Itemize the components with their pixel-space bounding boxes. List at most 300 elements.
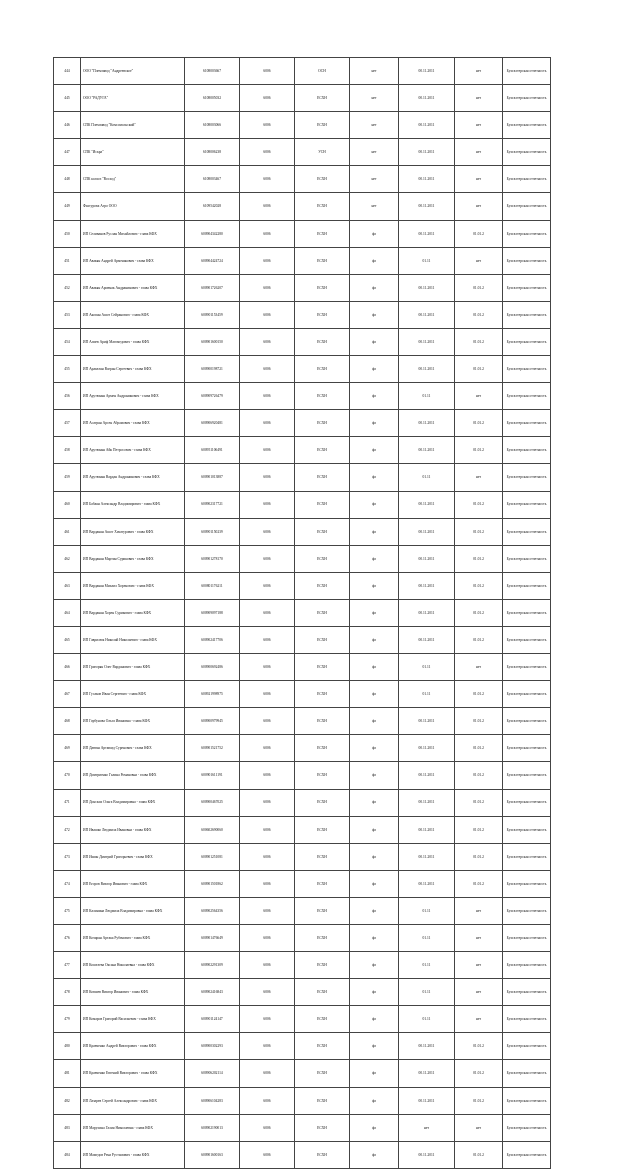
cell-date-from: 00.11.2011 xyxy=(399,112,455,139)
cell-tax-regime: ЕСХН xyxy=(295,545,350,572)
cell-code: 6006 xyxy=(240,1114,295,1141)
cell-report-type: Бухгалтерская отчетность xyxy=(503,410,551,437)
cell-report-type: Бухгалтерская отчетность xyxy=(503,166,551,193)
cell-organization-name: Фахтурова Агро ООО xyxy=(81,193,185,220)
cell-date-to: нет xyxy=(455,952,503,979)
cell-category: фл xyxy=(350,979,399,1006)
cell-date-from: 00.11.2011 xyxy=(399,1033,455,1060)
cell-row-number: 469 xyxy=(54,735,81,762)
cell-row-number: 449 xyxy=(54,193,81,220)
cell-row-number: 460 xyxy=(54,491,81,518)
cell-code: 6006 xyxy=(240,762,295,789)
cell-date-from: 00.11.2011 xyxy=(399,220,455,247)
cell-tax-regime: ЕСХН xyxy=(295,870,350,897)
cell-tax-regime: ЕСХН xyxy=(295,626,350,653)
cell-inn: 600904342280 xyxy=(185,220,240,247)
cell-report-type: Бухгалтерская отчетность xyxy=(503,356,551,383)
cell-tax-regime: ЕСХН xyxy=(295,789,350,816)
table-row xyxy=(54,789,551,816)
cell-code: 6006 xyxy=(240,518,295,545)
cell-date-to: 01.01.2 xyxy=(455,301,503,328)
cell-code: 6006 xyxy=(240,870,295,897)
cell-report-type: Бухгалтерская отчетность xyxy=(503,735,551,762)
cell-date-from: 00.11.2011 xyxy=(399,193,455,220)
cell-inn: 600951106491 xyxy=(185,437,240,464)
cell-date-from: 00.11.2011 xyxy=(399,735,455,762)
cell-organization-name: ИП Донских Ольга Владимировна - глава КФХ xyxy=(81,789,185,816)
cell-row-number: 453 xyxy=(54,301,81,328)
cell-inn: 600901150239 xyxy=(185,518,240,545)
cell-row-number: 482 xyxy=(54,1087,81,1114)
table-row xyxy=(54,356,551,383)
cell-category: нет xyxy=(350,85,399,112)
cell-category: фл xyxy=(350,816,399,843)
cell-report-type: Бухгалтерская отчетность xyxy=(503,816,551,843)
cell-row-number: 471 xyxy=(54,789,81,816)
cell-code: 6006 xyxy=(240,925,295,952)
cell-code: 6006 xyxy=(240,328,295,355)
cell-tax-regime: ЕСХН xyxy=(295,654,350,681)
cell-inn: 600900692486 xyxy=(185,654,240,681)
cell-tax-regime: ОСН xyxy=(295,58,350,85)
cell-date-to: 01.01.2 xyxy=(455,789,503,816)
cell-category: фл xyxy=(350,870,399,897)
table-row xyxy=(54,626,551,653)
cell-inn: 600902417706 xyxy=(185,626,240,653)
cell-tax-regime: ЕСХН xyxy=(295,193,350,220)
table-row xyxy=(54,410,551,437)
cell-code: 6006 xyxy=(240,437,295,464)
cell-inn: 600906202114 xyxy=(185,1060,240,1087)
table-row xyxy=(54,518,551,545)
cell-category: фл xyxy=(350,518,399,545)
cell-date-to: нет xyxy=(455,139,503,166)
cell-tax-regime: ЕСХН xyxy=(295,328,350,355)
cell-date-to: 01.01.2 xyxy=(455,328,503,355)
cell-inn: 600602690060 xyxy=(185,816,240,843)
cell-date-from: 00.11.2011 xyxy=(399,1060,455,1087)
cell-organization-name: ИП Мамедов Рена Рустамович - глава КФХ xyxy=(81,1141,185,1168)
cell-code: 6006 xyxy=(240,220,295,247)
table-row xyxy=(54,166,551,193)
table-row xyxy=(54,464,551,491)
cell-tax-regime: ЕСХН xyxy=(295,681,350,708)
cell-inn: 600902317721 xyxy=(185,491,240,518)
cell-inn: 600901153459 xyxy=(185,301,240,328)
cell-organization-name: ИП Горбунова Ольга Ивановна - глава КФХ xyxy=(81,708,185,735)
cell-code: 6006 xyxy=(240,735,295,762)
cell-tax-regime: ЕСХН xyxy=(295,572,350,599)
cell-tax-regime: ЕСХН xyxy=(295,247,350,274)
cell-category: фл xyxy=(350,572,399,599)
table-row xyxy=(54,112,551,139)
cell-category: фл xyxy=(350,247,399,274)
cell-date-from: 01.11 xyxy=(399,654,455,681)
cell-organization-name: ИП Кравченко Андрей Викторович - глава КФХ xyxy=(81,1033,185,1060)
table-row xyxy=(54,654,551,681)
cell-category: фл xyxy=(350,789,399,816)
cell-date-from: 00.11.2011 xyxy=(399,870,455,897)
cell-report-type: Бухгалтерская отчетность xyxy=(503,1006,551,1033)
cell-date-to: нет xyxy=(455,193,503,220)
cell-report-type: Бухгалтерская отчетность xyxy=(503,572,551,599)
cell-row-number: 475 xyxy=(54,897,81,924)
cell-inn: 600900302293 xyxy=(185,1033,240,1060)
cell-date-to: 01.01.2 xyxy=(455,356,503,383)
cell-organization-name: ИП Лазарев Сергей Александрович - глава КФХ xyxy=(81,1087,185,1114)
cell-category: фл xyxy=(350,1006,399,1033)
cell-row-number: 456 xyxy=(54,383,81,410)
cell-date-from: 00.11.2011 xyxy=(399,166,455,193)
cell-date-from: 00.11.2011 xyxy=(399,708,455,735)
cell-inn: 600900979945 xyxy=(185,708,240,735)
cell-inn: 600900198721 xyxy=(185,356,240,383)
cell-category: нет xyxy=(350,58,399,85)
cell-category: нет xyxy=(350,193,399,220)
cell-organization-name: ИП Давтян Артавазд Суренович - глава КФХ xyxy=(81,735,185,762)
cell-report-type: Бухгалтерская отчетность xyxy=(503,328,551,355)
cell-report-type: Бухгалтерская отчетность xyxy=(503,1087,551,1114)
cell-code: 6006 xyxy=(240,979,295,1006)
cell-date-from: 00.11.2011 xyxy=(399,816,455,843)
cell-category: нет xyxy=(350,112,399,139)
cell-date-from: 01.11 xyxy=(399,952,455,979)
table-row xyxy=(54,301,551,328)
cell-row-number: 458 xyxy=(54,437,81,464)
cell-tax-regime: ЕСХН xyxy=(295,1114,350,1141)
table-row xyxy=(54,1141,551,1168)
cell-inn: 6108003066 xyxy=(185,112,240,139)
cell-organization-name: ИП Варданян Михаил Хоренович - глава КФХ xyxy=(81,572,185,599)
cell-organization-name: ИП Асатрян Арсен Абрамович - глава КФХ xyxy=(81,410,185,437)
cell-report-type: Бухгалтерская отчетность xyxy=(503,789,551,816)
table-row xyxy=(54,58,551,85)
cell-tax-regime: ЕСХН xyxy=(295,166,350,193)
cell-date-to: 01.01.2 xyxy=(455,870,503,897)
cell-date-to: нет xyxy=(455,979,503,1006)
cell-date-from: 00.11.2011 xyxy=(399,626,455,653)
cell-date-to: 01.01.2 xyxy=(455,220,503,247)
cell-code: 6006 xyxy=(240,356,295,383)
table-row xyxy=(54,139,551,166)
cell-organization-name: ИП Акопян Ашот Сейранович - глава КФХ xyxy=(81,301,185,328)
table-row xyxy=(54,816,551,843)
cell-code: 6006 xyxy=(240,843,295,870)
cell-organization-name: ИП Марухина Галия Николаевна - глава КФХ xyxy=(81,1114,185,1141)
cell-code: 6006 xyxy=(240,58,295,85)
cell-tax-regime: ЕСХН xyxy=(295,1060,350,1087)
cell-organization-name: ИП Варданян Мартин Сурикович - глава КФХ xyxy=(81,545,185,572)
cell-report-type: Бухгалтерская отчетность xyxy=(503,112,551,139)
table-row xyxy=(54,1060,551,1087)
table-row xyxy=(54,85,551,112)
cell-date-to: 01.01.2 xyxy=(455,274,503,301)
cell-report-type: Бухгалтерская отчетность xyxy=(503,220,551,247)
cell-row-number: 478 xyxy=(54,979,81,1006)
table-row xyxy=(54,1114,551,1141)
cell-inn: 600901476649 xyxy=(185,925,240,952)
cell-tax-regime: ЕСХН xyxy=(295,925,350,952)
cell-report-type: Бухгалтерская отчетность xyxy=(503,1033,551,1060)
cell-code: 6006 xyxy=(240,1087,295,1114)
cell-row-number: 459 xyxy=(54,464,81,491)
cell-report-type: Бухгалтерская отчетность xyxy=(503,58,551,85)
cell-code: 6006 xyxy=(240,383,295,410)
cell-code: 6006 xyxy=(240,952,295,979)
cell-report-type: Бухгалтерская отчетность xyxy=(503,301,551,328)
table-row xyxy=(54,328,551,355)
cell-code: 6006 xyxy=(240,1006,295,1033)
cell-date-from: 00.11.2011 xyxy=(399,328,455,355)
cell-row-number: 467 xyxy=(54,681,81,708)
cell-organization-name: ИП Ковшев Виктор Иванович - глава КФХ xyxy=(81,979,185,1006)
cell-report-type: Бухгалтерская отчетность xyxy=(503,626,551,653)
cell-date-from: 01.11 xyxy=(399,979,455,1006)
cell-report-type: Бухгалтерская отчетность xyxy=(503,383,551,410)
cell-date-to: нет xyxy=(455,1114,503,1141)
cell-tax-regime: ЕСХН xyxy=(295,599,350,626)
cell-code: 6006 xyxy=(240,681,295,708)
cell-date-from: 00.11.2011 xyxy=(399,410,455,437)
cell-report-type: Бухгалтерская отчетность xyxy=(503,1141,551,1168)
cell-report-type: Бухгалтерская отчетность xyxy=(503,518,551,545)
cell-date-to: 01.01.2 xyxy=(455,545,503,572)
cell-tax-regime: ЕСХН xyxy=(295,1033,350,1060)
cell-date-to: 01.01.2 xyxy=(455,1060,503,1087)
cell-organization-name: ИП Авакян Арменак Андраникович - глава КФХ xyxy=(81,274,185,301)
cell-tax-regime: ЕСХН xyxy=(295,843,350,870)
cell-inn: 600901726207 xyxy=(185,274,240,301)
cell-date-to: нет xyxy=(455,1006,503,1033)
cell-report-type: Бухгалтерская отчетность xyxy=(503,464,551,491)
table-row xyxy=(54,925,551,952)
cell-row-number: 473 xyxy=(54,843,81,870)
cell-inn: 6108003667 xyxy=(185,58,240,85)
cell-inn: 600902190013 xyxy=(185,1114,240,1141)
cell-report-type: Бухгалтерская отчетность xyxy=(503,870,551,897)
cell-organization-name: ИП Авакян Андрей Арменакович - глава КФХ xyxy=(81,247,185,274)
cell-inn: 6108003467 xyxy=(185,166,240,193)
table-row xyxy=(54,572,551,599)
table-row xyxy=(54,843,551,870)
cell-code: 6006 xyxy=(240,654,295,681)
cell-tax-regime: ЕСХН xyxy=(295,816,350,843)
cell-report-type: Бухгалтерская отчетность xyxy=(503,437,551,464)
cell-report-type: Бухгалтерская отчетность xyxy=(503,708,551,735)
cell-date-to: нет xyxy=(455,247,503,274)
cell-tax-regime: ЕСХН xyxy=(295,1087,350,1114)
cell-organization-name: ИП Арутюнян Айк Петросович - глава КФХ xyxy=(81,437,185,464)
cell-organization-name: ООО "Племзавод "Андреевское" xyxy=(81,58,185,85)
cell-date-to: 01.01.2 xyxy=(455,1033,503,1060)
cell-date-to: нет xyxy=(455,925,503,952)
cell-organization-name: ИП Кочарян Артака Рубенович - глава КФХ xyxy=(81,925,185,952)
cell-category: фл xyxy=(350,654,399,681)
cell-organization-name: ИП Гаврилюк Николай Николаевич - глава КФХ xyxy=(81,626,185,653)
cell-date-from: 00.11.2011 xyxy=(399,301,455,328)
cell-row-number: 455 xyxy=(54,356,81,383)
cell-report-type: Бухгалтерская отчетность xyxy=(503,1060,551,1087)
cell-date-to: 01.01.2 xyxy=(455,735,503,762)
cell-date-from: 00.11.2011 xyxy=(399,491,455,518)
cell-inn: 600901251081 xyxy=(185,843,240,870)
table-row xyxy=(54,952,551,979)
cell-code: 6006 xyxy=(240,274,295,301)
cell-category: фл xyxy=(350,437,399,464)
cell-row-number: 468 xyxy=(54,708,81,735)
cell-date-from: 00.11.2011 xyxy=(399,356,455,383)
cell-date-to: 01.01.2 xyxy=(455,762,503,789)
cell-category: фл xyxy=(350,681,399,708)
cell-inn: 600902416843 xyxy=(185,979,240,1006)
cell-report-type: Бухгалтерская отчетность xyxy=(503,274,551,301)
cell-organization-name: ИП Дмитриенко Галина Романовна - глава КФХ xyxy=(81,762,185,789)
cell-code: 6006 xyxy=(240,193,295,220)
cell-tax-regime: ЕСХН xyxy=(295,383,350,410)
cell-category: фл xyxy=(350,925,399,952)
cell-inn: 6108005032 xyxy=(185,85,240,112)
table-row xyxy=(54,870,551,897)
cell-report-type: Бухгалтерская отчетность xyxy=(503,952,551,979)
table-row xyxy=(54,545,551,572)
cell-organization-name: СПК Племзавод "Комсомольский" xyxy=(81,112,185,139)
cell-date-to: 01.01.2 xyxy=(455,843,503,870)
cell-date-to: нет xyxy=(455,464,503,491)
cell-code: 6006 xyxy=(240,1033,295,1060)
cell-category: фл xyxy=(350,220,399,247)
table-row xyxy=(54,897,551,924)
cell-organization-name: ИП Алиев Ариф Магомедович - глава КФХ xyxy=(81,328,185,355)
cell-code: 6006 xyxy=(240,897,295,924)
cell-date-from: 00.11.2011 xyxy=(399,762,455,789)
table-row xyxy=(54,491,551,518)
cell-date-from: 01.11 xyxy=(399,897,455,924)
cell-date-to: нет xyxy=(455,85,503,112)
cell-date-from: 00.11.2011 xyxy=(399,1141,455,1168)
cell-report-type: Бухгалтерская отчетность xyxy=(503,139,551,166)
cell-date-to: нет xyxy=(455,654,503,681)
cell-organization-name: ИП Кошелева Оксана Николаевна - глава КФХ xyxy=(81,952,185,979)
cell-date-from: 01.11 xyxy=(399,681,455,708)
cell-inn: 600801176211 xyxy=(185,572,240,599)
cell-row-number: 464 xyxy=(54,599,81,626)
cell-report-type: Бухгалтерская отчетность xyxy=(503,762,551,789)
cell-date-to: 01.01.2 xyxy=(455,708,503,735)
cell-inn: 600921998975 xyxy=(185,681,240,708)
cell-date-from: 00.11.2011 xyxy=(399,843,455,870)
cell-category: фл xyxy=(350,626,399,653)
cell-code: 6006 xyxy=(240,1060,295,1087)
cell-date-from: 01.11 xyxy=(399,925,455,952)
cell-category: фл xyxy=(350,383,399,410)
cell-row-number: 457 xyxy=(54,410,81,437)
cell-category: фл xyxy=(350,1114,399,1141)
cell-report-type: Бухгалтерская отчетность xyxy=(503,1114,551,1141)
cell-category: фл xyxy=(350,356,399,383)
cell-date-from: 00.11.2011 xyxy=(399,1087,455,1114)
cell-row-number: 451 xyxy=(54,247,81,274)
cell-row-number: 445 xyxy=(54,85,81,112)
cell-date-to: 01.01.2 xyxy=(455,816,503,843)
cell-row-number: 454 xyxy=(54,328,81,355)
cell-category: фл xyxy=(350,762,399,789)
cell-row-number: 474 xyxy=(54,870,81,897)
cell-inn: 600901013887 xyxy=(185,464,240,491)
cell-row-number: 466 xyxy=(54,654,81,681)
cell-category: фл xyxy=(350,1033,399,1060)
cell-date-from: 00.11.2011 xyxy=(399,518,455,545)
cell-row-number: 479 xyxy=(54,1006,81,1033)
cell-date-from: 00.11.2011 xyxy=(399,85,455,112)
cell-code: 6006 xyxy=(240,112,295,139)
cell-tax-regime: ЕСХН xyxy=(295,85,350,112)
cell-code: 6006 xyxy=(240,545,295,572)
cell-date-to: 01.01.2 xyxy=(455,572,503,599)
cell-row-number: 476 xyxy=(54,925,81,952)
cell-organization-name: ИП Арутюнян Вардан Андраникович - глава КФХ xyxy=(81,464,185,491)
cell-row-number: 446 xyxy=(54,112,81,139)
table-row xyxy=(54,1033,551,1060)
cell-category: нет xyxy=(350,166,399,193)
cell-row-number: 448 xyxy=(54,166,81,193)
cell-organization-name: ИП Ишин Дмитрий Григорьевич - глава КФХ xyxy=(81,843,185,870)
cell-date-to: нет xyxy=(455,166,503,193)
cell-report-type: Бухгалтерская отчетность xyxy=(503,599,551,626)
cell-inn: 6109542028 xyxy=(185,193,240,220)
cell-code: 6006 xyxy=(240,1141,295,1168)
table-row xyxy=(54,274,551,301)
cell-organization-name: ИП Бабаян Александр Владимирович - глава КФХ xyxy=(81,491,185,518)
cell-category: фл xyxy=(350,952,399,979)
cell-inn: 600906920481 xyxy=(185,410,240,437)
cell-organization-name: ИП Калинина Людмила Владимировна - глава КФХ xyxy=(81,897,185,924)
cell-row-number: 484 xyxy=(54,1141,81,1168)
cell-date-from: 01.11 xyxy=(399,1006,455,1033)
table-row xyxy=(54,708,551,735)
cell-code: 6006 xyxy=(240,572,295,599)
cell-inn: 600902291309 xyxy=(185,952,240,979)
cell-inn: 600901501862 xyxy=(185,870,240,897)
cell-category: фл xyxy=(350,545,399,572)
cell-organization-name: ИП Варданян Хорен Сурикович - глава КФХ xyxy=(81,599,185,626)
cell-tax-regime: ЕСХН xyxy=(295,762,350,789)
cell-date-from: 01.11 xyxy=(399,383,455,410)
cell-tax-regime: ЕСХН xyxy=(295,112,350,139)
table-row xyxy=(54,437,551,464)
cell-row-number: 465 xyxy=(54,626,81,653)
cell-code: 6006 xyxy=(240,708,295,735)
cell-code: 6006 xyxy=(240,464,295,491)
table-row xyxy=(54,735,551,762)
cell-report-type: Бухгалтерская отчетность xyxy=(503,843,551,870)
cell-date-to: 01.01.2 xyxy=(455,626,503,653)
cell-tax-regime: ЕСХН xyxy=(295,897,350,924)
cell-inn: 600902564356 xyxy=(185,897,240,924)
cell-organization-name: ИП Аракелян Вагран Сергеевич - глава КФХ xyxy=(81,356,185,383)
table-row xyxy=(54,247,551,274)
table-row xyxy=(54,1006,551,1033)
cell-category: фл xyxy=(350,410,399,437)
cell-date-to: 01.01.2 xyxy=(455,1087,503,1114)
cell-report-type: Бухгалтерская отчетность xyxy=(503,654,551,681)
cell-category: фл xyxy=(350,301,399,328)
cell-inn: 600904424724 xyxy=(185,247,240,274)
cell-category: фл xyxy=(350,897,399,924)
cell-tax-regime: ЕСХН xyxy=(295,979,350,1006)
cell-inn: 600909097188 xyxy=(185,599,240,626)
cell-organization-name: ООО "РАДУГА" xyxy=(81,85,185,112)
cell-inn: 600901600163 xyxy=(185,1141,240,1168)
